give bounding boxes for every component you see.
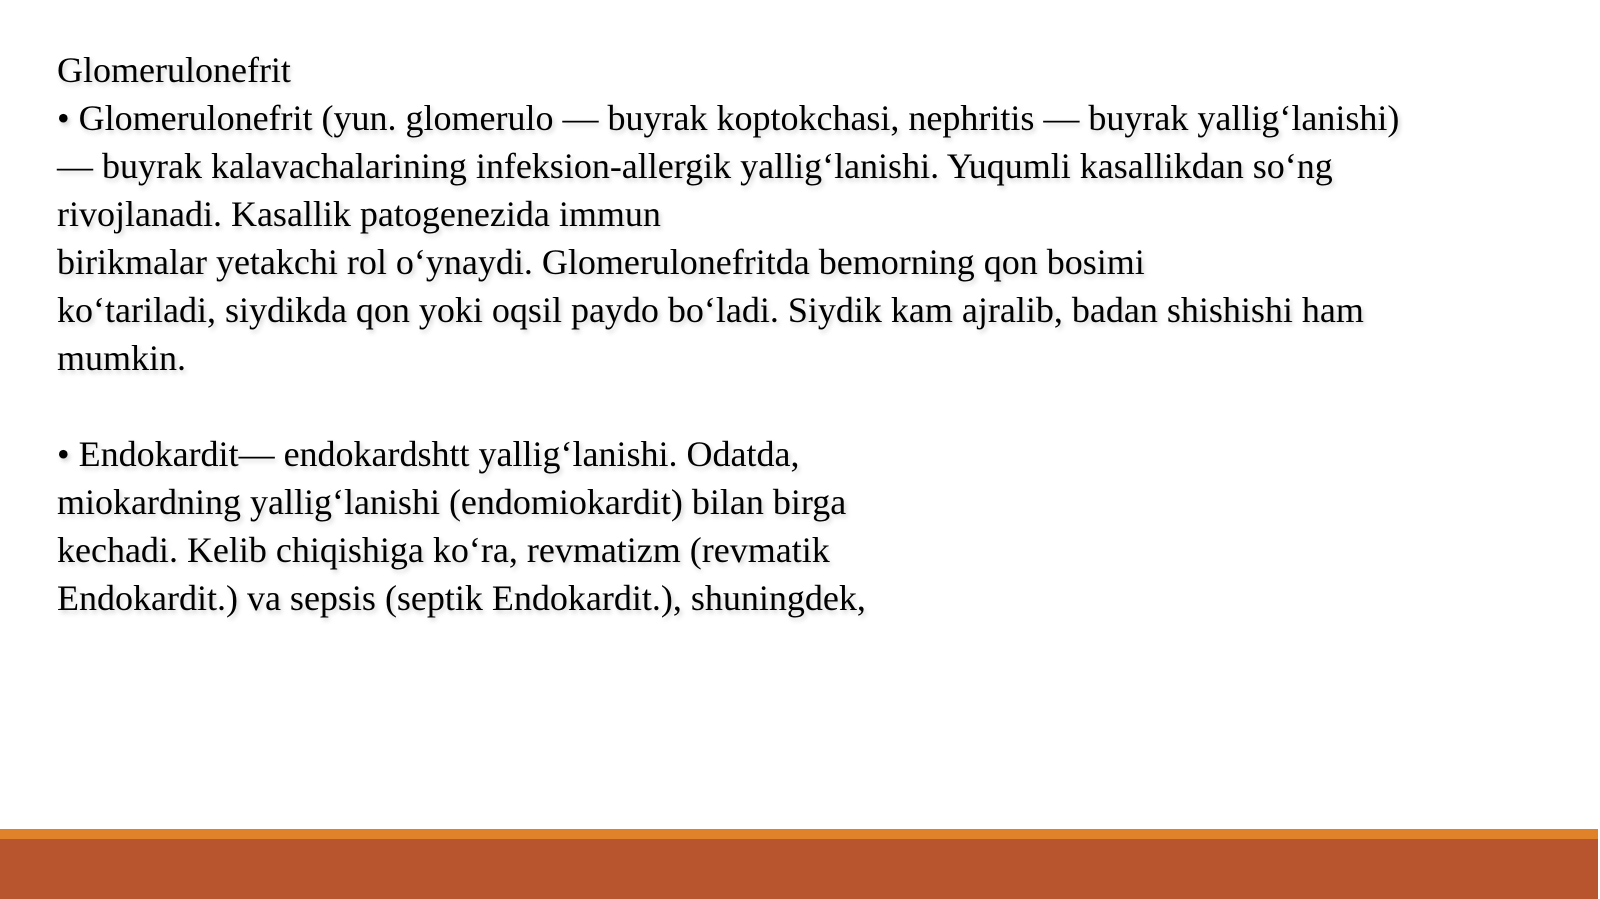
paragraph-1-line: • Glomerulonefrit (yun. glomerulo — buyrak koptokchasi, nephritis — buyrak yallig‘lanishi) (57, 98, 1400, 138)
paragraph-1-line: mumkin. (57, 338, 187, 378)
paragraph-2-line: Endokardit.) va sepsis (septik Endokardit.), shuningdek, (57, 578, 866, 618)
paragraph-1-line: rivojlanadi. Kasallik patogenezida immun (57, 194, 661, 234)
paragraph-2-line: miokardning yallig‘lanishi (endomiokardit) bilan birga (57, 482, 847, 522)
paragraph-1-line: birikmalar yetakchi rol o‘ynaydi. Glomerulonefritda bemorning qon bosimi (57, 242, 1145, 282)
paragraph-1-line: ko‘tariladi, siydikda qon yoki oqsil paydo bo‘ladi. Siydik kam ajralib, badan shishishi ham (57, 290, 1364, 330)
paragraph-spacer (57, 382, 1577, 430)
paragraph-1-line: — buyrak kalavachalarining infeksion-allergik yallig‘lanishi. Yuqumli kasallikdan so‘ng (57, 146, 1333, 186)
paragraph-2-line: • Endokardit— endokardshtt yallig‘lanishi. Odatda, (57, 434, 800, 474)
footer-accent-stripe (0, 829, 1600, 839)
paragraph-2-line: kechadi. Kelib chiqishiga ko‘ra, revmatizm (revmatik (57, 530, 830, 570)
footer-bar (0, 829, 1600, 899)
slide-text-body (57, 46, 1577, 622)
slide-title: Glomerulonefrit (57, 50, 291, 90)
